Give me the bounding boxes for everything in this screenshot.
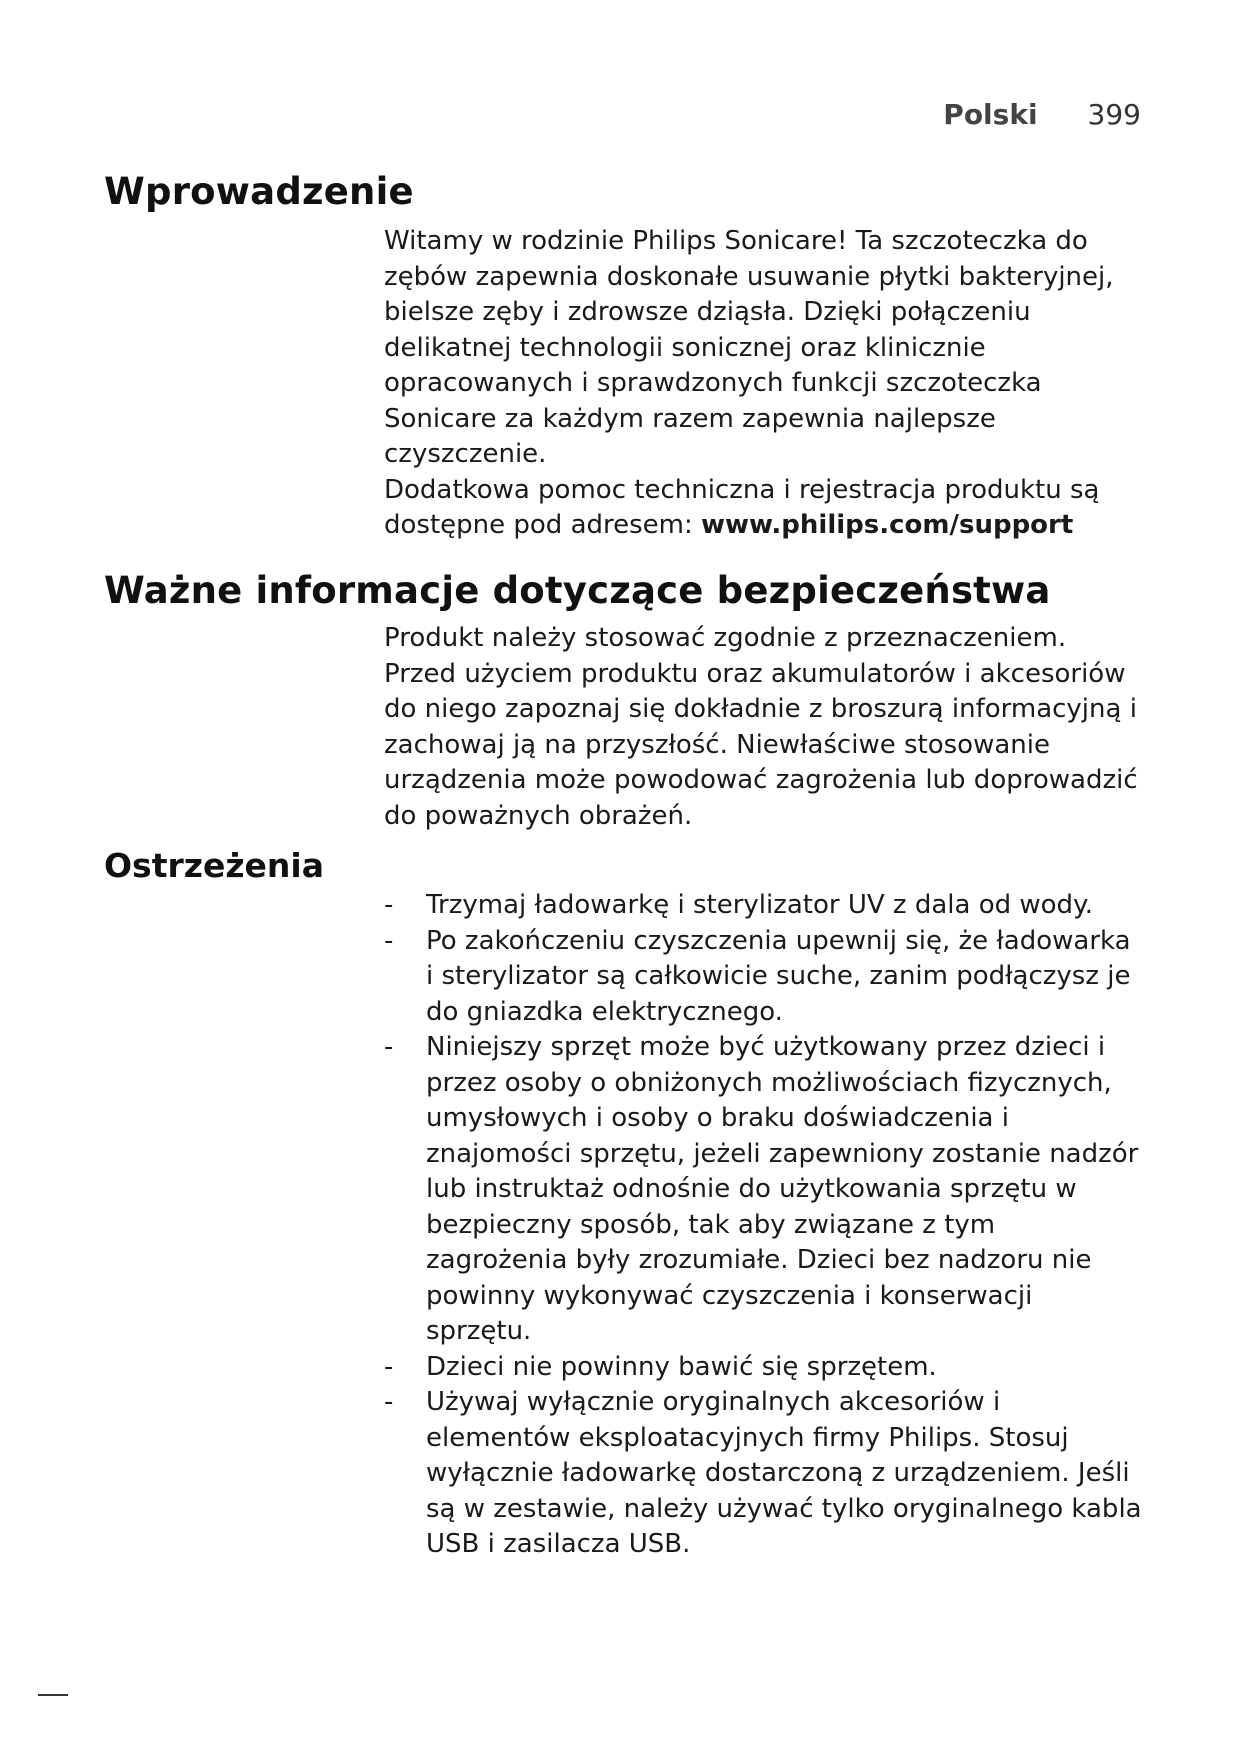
warning-item: - Trzymaj ładowarkę i sterylizator UV z dala od wody.	[384, 888, 1144, 924]
warnings-list	[384, 888, 1144, 1563]
safety-heading: Ważne informacje dotyczące bezpieczeństwa	[104, 569, 1051, 612]
intro-text	[384, 224, 1144, 544]
warning-item: - Po zakończeniu czyszczenia upewnij się, że ładowarka i sterylizator są całkowicie suche, zanim podłączysz je do gniazdka elektrycznego.	[384, 924, 1144, 1031]
language-label: Polski	[943, 98, 1038, 131]
corner-mark	[38, 1694, 68, 1696]
warning-item: - Używaj wyłącznie oryginalnych akcesoriów i elementów eksploatacyjnych firmy Philips. Stosuj wyłącznie ładowarkę dostarczoną z urządzeniem. Jeśli są w zestawie, należy używać tylko oryginalnego kabla USB i zasilacza USB.	[384, 1385, 1144, 1563]
intro-heading: Wprowadzenie	[104, 170, 414, 213]
support-text: Dodatkowa pomoc techniczna i rejestracja produktu są dostępne pod adresem:	[384, 474, 1100, 540]
warning-item: - Dzieci nie powinny bawić się sprzętem.	[384, 1350, 1144, 1386]
warning-item: - Niniejszy sprzęt może być użytkowany przez dzieci i przez osoby o obniżonych możliwościach fizycznych, umysłowych i osoby o braku doświadczenia i znajomości sprzętu, jeżeli zapewniony zostanie nadzór lub instruktaż odnośnie do użytkowania sprzętu w bezpieczny sposób, tak aby związane z tym zagrożenia były zrozumiałe. Dzieci bez nadzoru nie powinny wykonywać czyszczenia i konserwacji sprzętu.	[384, 1030, 1144, 1350]
support-link[interactable]: www.philips.com/support	[701, 510, 1074, 540]
page-header	[943, 98, 1141, 131]
intro-paragraph: Witamy w rodzinie Philips Sonicare! Ta szczoteczka do zębów zapewnia doskonałe usuwanie płytki bakteryjnej, bielsze zęby i zdrowsze dziąsła. Dzięki połączeniu delikatnej technologii sonicznej oraz klinicznie opracowanych i sprawdzonych funkcji szczoteczka Sonicare za każdym razem zapewnia najlepsze czyszczenie.	[384, 226, 1114, 469]
support-paragraph	[384, 473, 1144, 544]
safety-text	[384, 621, 1144, 834]
warnings-heading: Ostrzeżenia	[104, 846, 324, 885]
safety-paragraph: Produkt należy stosować zgodnie z przeznaczeniem. Przed użyciem produktu oraz akumulatorów i akcesoriów do niego zapoznaj się dokładnie z broszurą informacyjną i zachowaj ją na przyszłość. Niewłaściwe stosowanie urządzenia może powodować zagrożenia lub doprowadzić do poważnych obrażeń.	[384, 623, 1138, 831]
page-number: 399	[1087, 98, 1141, 131]
